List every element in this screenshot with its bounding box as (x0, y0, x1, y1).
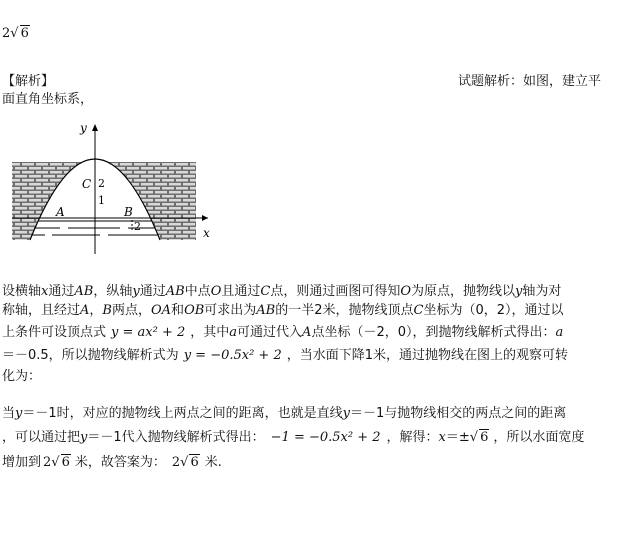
parabola-figure (0, 118, 230, 258)
para2-line2: ，可以通过把y＝－1代入抛物线解析式得出： −1 = −0.5x² + 2 ，解得：x＝±√ 6 ，所以水面宽度 (2, 430, 585, 445)
answer-coefficient: 2 (2, 26, 11, 41)
y-axis-arrow (92, 124, 98, 131)
substitution-formula: −1 = −0.5x² + 2 (270, 430, 381, 445)
answer-radicand: 6 (20, 26, 29, 41)
para2-line1: 当y＝－1时，对应的抛物线上两点之间的距离，也就是直线y＝－1与抛物线相交的两点之间的距离 (2, 406, 567, 421)
para1-line5: 化为： (2, 369, 42, 384)
para2-line3: 增加到 2√ 6 米，故答案为： 2√ 6 米. (2, 455, 222, 470)
y-axis-label: y (80, 121, 87, 135)
para1-line3: 上条件可设顶点式 y = ax² + 2 ，其中a可通过代入A点坐标（－2，0），到抛物线解析式得出：a (2, 325, 564, 340)
para1-line1: 设横轴x通过AB，纵轴y通过AB中点O且通过C点，则通过画图可得知O为原点，抛物线以y轴为对 (2, 284, 562, 299)
answer-expression: 2√ 6 (2, 26, 29, 41)
x-axis-label: x (203, 226, 210, 240)
x-axis-arrow (202, 215, 208, 221)
analysis-lead-continued: 面直角坐标系， (2, 92, 94, 107)
analysis-lead: 试题解析：如图，建立平 (458, 74, 602, 89)
point-c-label: C (82, 177, 92, 191)
tick-2b-label: 2 (134, 220, 141, 233)
parabola-formula: y = −0.5x² + 2 (183, 348, 282, 363)
vertex-form-formula: y = ax² + 2 (111, 325, 186, 340)
para1-line2: 称轴，且经过A，B两点，OA和OB可求出为AB的一半2米，抛物线顶点C坐标为（0，2），通过以 (2, 303, 564, 318)
tick-1-label: 1 (98, 194, 105, 207)
point-b-label: B (124, 205, 133, 219)
point-a-label: A (56, 205, 65, 219)
tick-2-label: 2 (98, 177, 105, 190)
analysis-label: 【解析】 (2, 74, 55, 89)
para1-line4: ＝－0.5，所以抛物线解析式为 y = −0.5x² + 2 ，当水面下降1米，通过抛物线在图上的观察可转 (2, 348, 569, 363)
